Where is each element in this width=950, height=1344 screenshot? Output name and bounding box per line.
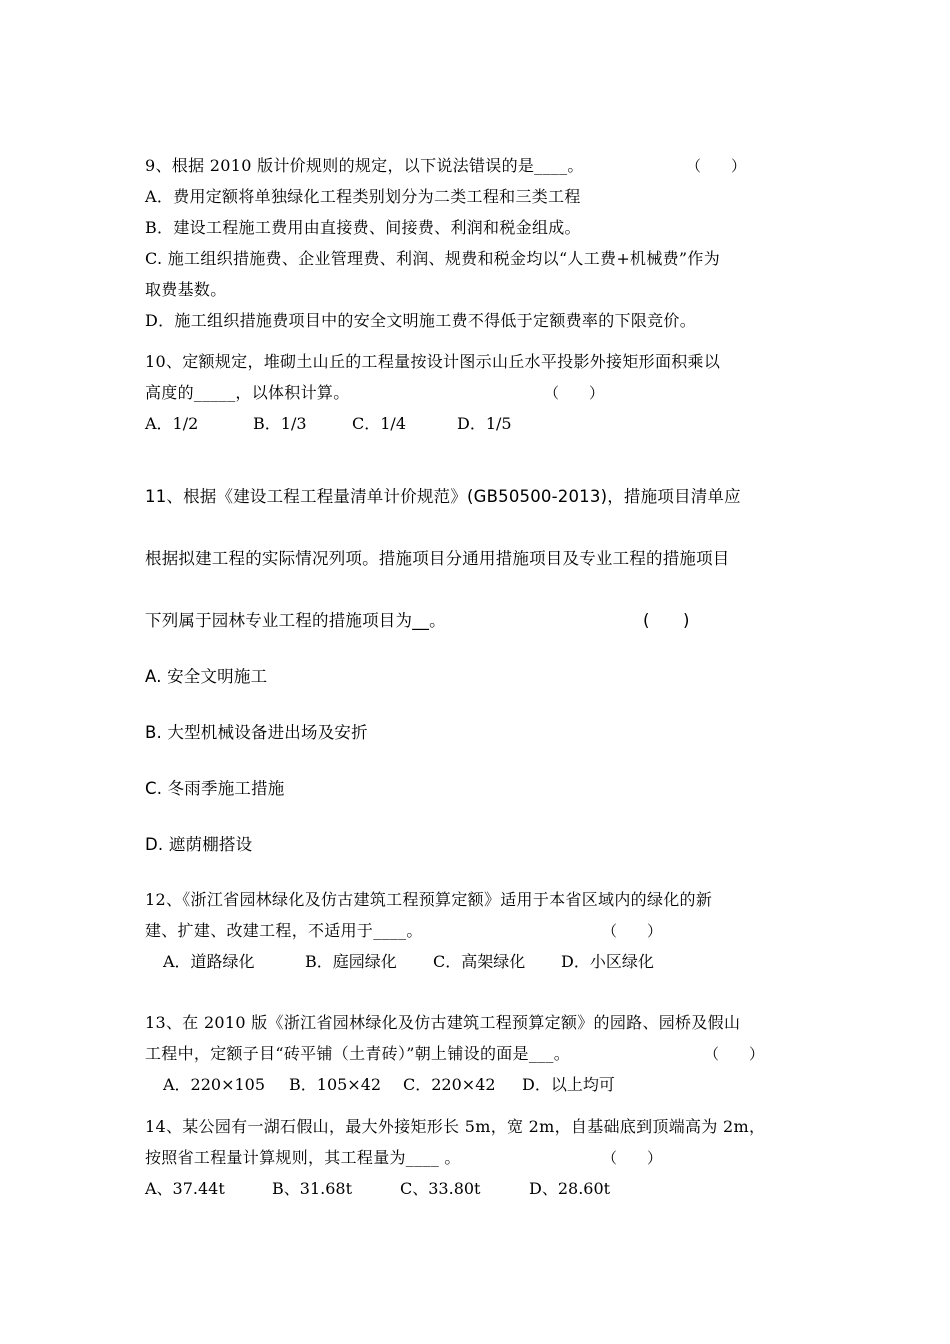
q14-answer-paren: （ ）: [602, 1149, 663, 1167]
q13-option-a: A．220×105: [163, 1075, 266, 1094]
q11-option-d: D. 遮荫棚搭设: [145, 835, 253, 854]
q13-stem-line1: 13、在 2010 版《浙江省园林绿化及仿古建筑工程预算定额》的园路、园桥及假山: [145, 1013, 741, 1032]
q12-option-b: B．庭园绿化: [305, 952, 397, 971]
q12-stem-line2: 建、扩建、改建工程，不适用于____。: [145, 921, 423, 940]
q11-answer-paren: ( ): [643, 611, 690, 630]
q13-option-b: B．105×42: [289, 1075, 382, 1094]
q9-option-d: D．施工组织措施费项目中的安全文明施工费不得低于定额费率的下限竞价。: [145, 311, 697, 330]
q9-option-b: B．建设工程施工费用由直接费、间接费、利润和税金组成。: [145, 218, 581, 237]
q14-option-d: D、28.60t: [529, 1179, 611, 1198]
q13-answer-paren: （ ）: [704, 1045, 765, 1063]
q12-stem-line1: 12、《浙江省园林绿化及仿古建筑工程预算定额》适用于本省区域内的绿化的新: [145, 890, 713, 909]
q10-option-a: A．1/2: [145, 414, 199, 433]
q13-option-c: C．220×42: [403, 1075, 496, 1094]
q10-option-c: C．1/4: [352, 414, 406, 433]
q10-stem-line1: 10、定额规定，堆砌土山丘的工程量按设计图示山丘水平投影外接矩形面积乘以: [145, 352, 721, 371]
q14-stem-line2: 按照省工程量计算规则，其工程量为____ 。: [145, 1148, 461, 1167]
q11-stem-line1: 11、根据《建设工程工程量清单计价规范》(GB50500-2013)，措施项目清单应: [145, 487, 741, 506]
q14-option-c: C、33.80t: [400, 1179, 481, 1198]
q11-stem-line3: 下列属于园林专业工程的措施项目为__。: [145, 611, 446, 630]
q10-stem-line2: 高度的_____，以体积计算。: [145, 383, 350, 402]
q13-option-d: D．以上均可: [522, 1075, 615, 1094]
q10-option-d: D．1/5: [457, 414, 512, 433]
q12-option-a: A．道路绿化: [163, 952, 255, 971]
q14-option-a: A、37.44t: [145, 1179, 225, 1198]
q10-answer-paren: （ ）: [544, 384, 605, 402]
q9-option-c-line2: 取费基数。: [145, 280, 227, 299]
q11-option-c: C. 冬雨季施工措施: [145, 779, 285, 798]
q13-stem-line2: 工程中，定额子目“砖平铺（土青砖）”朝上铺设的面是___。: [145, 1044, 571, 1063]
q11-option-b: B. 大型机械设备进出场及安折: [145, 723, 368, 742]
q9-option-c-line1: C. 施工组织措施费、企业管理费、利润、规费和税金均以“人工费+机械费”作为: [145, 249, 721, 268]
q12-option-c: C．高架绿化: [433, 952, 526, 971]
q11-stem-line2: 根据拟建工程的实际情况列项。措施项目分通用措施项目及专业工程的措施项目: [145, 549, 730, 568]
q12-option-d: D．小区绿化: [561, 952, 654, 971]
q11-option-a: A. 安全文明施工: [145, 667, 268, 686]
q9-answer-paren: （ ）: [686, 157, 747, 175]
q12-answer-paren: （ ）: [602, 922, 663, 940]
q10-option-b: B．1/3: [253, 414, 307, 433]
q9-stem: 9、根据 2010 版计价规则的规定，以下说法错误的是____。: [145, 156, 584, 175]
q9-option-a: A．费用定额将单独绿化工程类别划分为二类工程和三类工程: [145, 187, 581, 206]
q14-option-b: B、31.68t: [272, 1179, 352, 1198]
q14-stem-line1: 14、某公园有一湖石假山，最大外接矩形长 5m，宽 2m，自基础底到顶端高为 2m，: [145, 1117, 766, 1136]
